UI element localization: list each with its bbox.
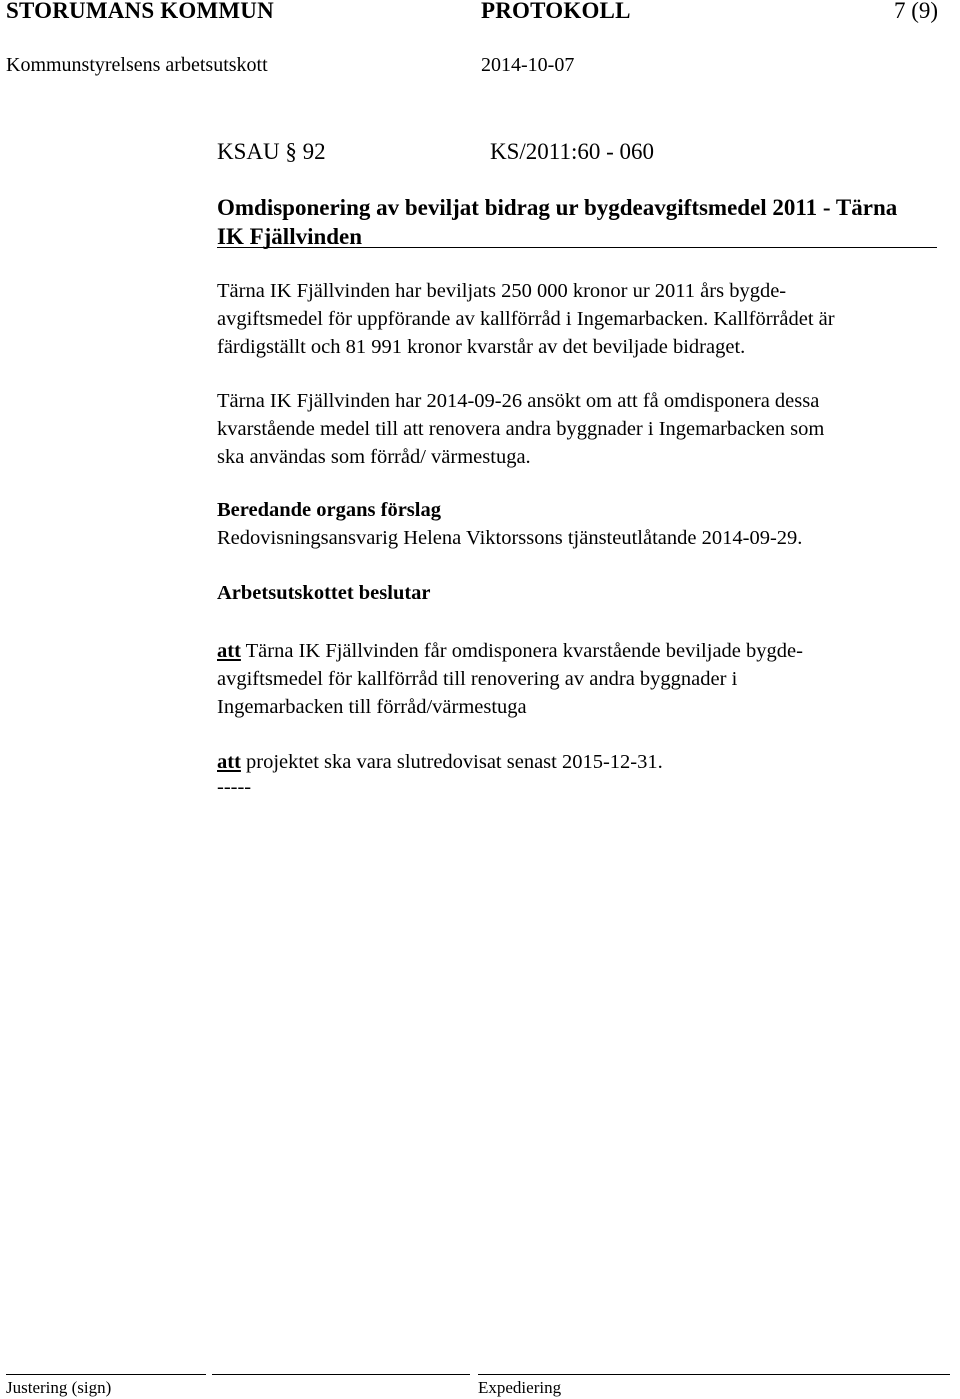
decision-item-1-text: Tärna IK Fjällvinden får omdisponera kvarstående beviljade bygde-: [240, 640, 803, 662]
decision-heading: Arbetsutskottet beslutar: [217, 582, 431, 604]
att-keyword: att: [217, 751, 241, 773]
case-reference: KS/2011:60 - 060: [490, 139, 654, 164]
text-line: avgiftsmedel för kallförråd till renovering av andra byggnader i: [217, 668, 738, 690]
decision-item-2-text: projektet ska vara slutredovisat senast 2015-12-31.: [240, 751, 663, 773]
case-title-line-1: Omdisponering av beviljat bidrag ur bygdeavgiftsmedel 2011 - Tärna: [217, 195, 898, 220]
decision-item-1: [217, 637, 947, 721]
signature-label: Justering (sign): [6, 1378, 112, 1397]
case-number: KSAU § 92: [217, 139, 326, 164]
decision-item-2: [217, 748, 947, 776]
organization-name: STORUMANS KOMMUN: [6, 0, 274, 23]
expedition-label: Expediering: [478, 1378, 562, 1397]
document-type: PROTOKOLL: [481, 0, 631, 23]
att-keyword: att: [217, 640, 241, 662]
text-line: ska användas som förråd/ värmestuga.: [217, 446, 531, 468]
end-marker: -----: [217, 776, 252, 798]
proposal-heading: Beredande organs förslag: [217, 499, 441, 521]
footer-divider: [478, 1374, 950, 1375]
paragraph-background: [217, 277, 947, 361]
text-line: avgiftsmedel för uppförande av kallförråd i Ingemarbacken. Kallförrådet är: [217, 308, 835, 330]
footer-divider: [212, 1374, 470, 1375]
case-title-line-2: IK Fjällvinden: [217, 224, 363, 249]
footer-divider: [6, 1374, 206, 1375]
meeting-date: 2014-10-07: [481, 54, 575, 76]
text-line: Tärna IK Fjällvinden har 2014-09-26 ansökt om att få omdisponera dessa: [217, 390, 820, 412]
title-underline: [217, 247, 937, 248]
text-line: [217, 748, 947, 776]
text-line: Tärna IK Fjällvinden har beviljats 250 000 kronor ur 2011 års bygde-: [217, 280, 787, 302]
paragraph-application: [217, 387, 947, 471]
committee-name: Kommunstyrelsens arbetsutskott: [6, 54, 268, 76]
proposal-text: Redovisningsansvarig Helena Viktorssons tjänsteutlåtande 2014-09-29.: [217, 527, 803, 549]
text-line: kvarstående medel till att renovera andra byggnader i Ingemarbacken som: [217, 418, 825, 440]
text-line: [217, 637, 947, 665]
text-line: färdigställt och 81 991 kronor kvarstår av det beviljade bidraget.: [217, 336, 746, 358]
text-line: Ingemarbacken till förråd/värmestuga: [217, 696, 527, 718]
page-number: 7 (9): [894, 0, 939, 23]
